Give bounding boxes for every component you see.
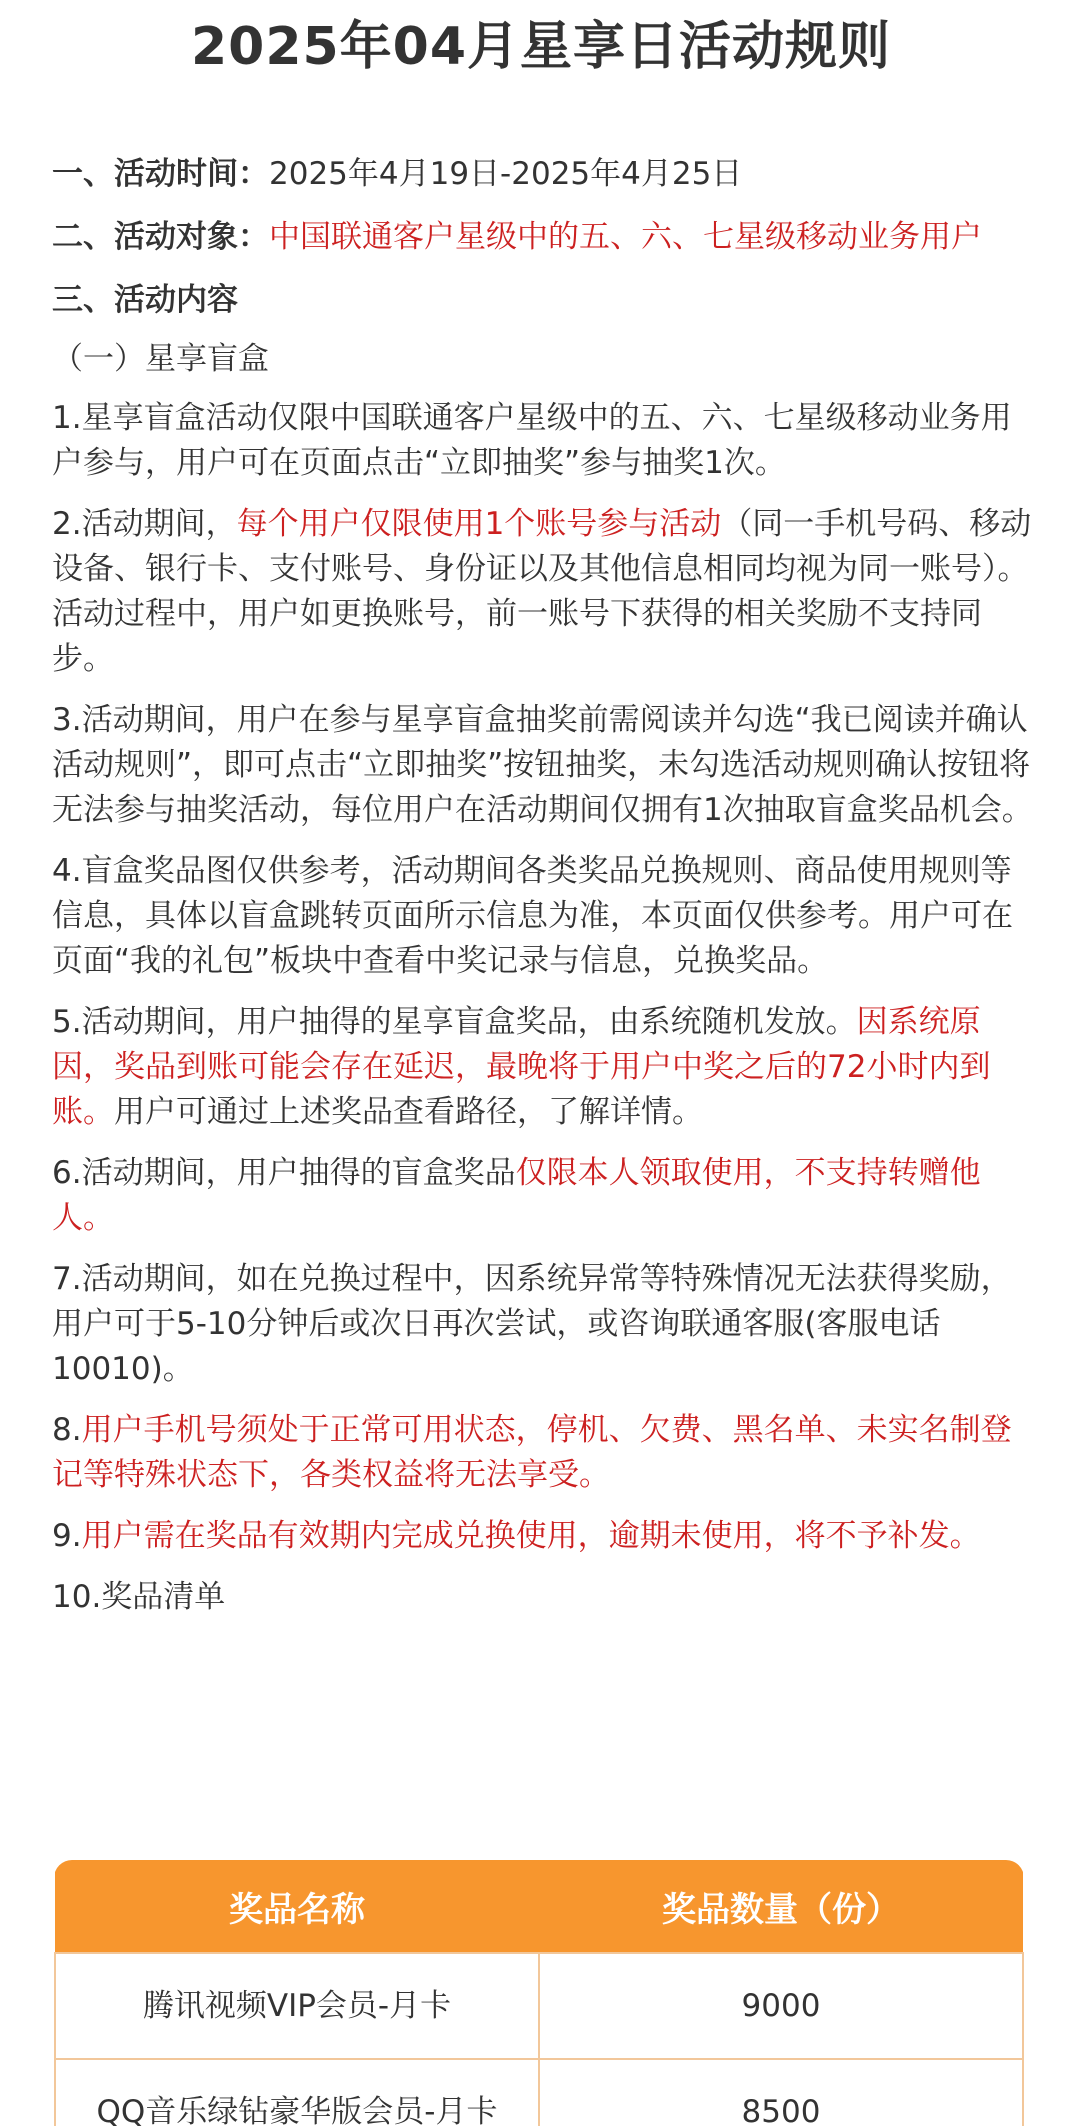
activity-content-heading: 三、活动内容 (52, 282, 238, 318)
activity-time-value: 2025年4月19日-2025年4月25日 (269, 156, 743, 192)
rule-2 (52, 502, 1034, 682)
rule-4: 4.盲盒奖品图仅供参考，活动期间各类奖品兑换规则、商品使用规则等信息，具体以盲盒跳转页面所示信息为准，本页面仅供参考。用户可在页面“我的礼包”板块中查看中奖记录与信息，兑换奖品。 (52, 853, 1013, 979)
rule-2-part-c: （同一手机号码、移动设备、银行卡、支付账号、身份证以及其他信息相同均视为同一账号）。活动过程中，用户如更换账号，前一账号下获得的相关奖励不支持同步。 (52, 506, 1032, 677)
rules-content (52, 152, 1034, 1620)
rule-10: 10.奖品清单 (52, 1579, 226, 1615)
rule-8-highlight: 用户手机号须处于正常可用状态，停机、欠费、黑名单、未实名制登记等特殊状态下，各类权益将无法享受。 (52, 1412, 1012, 1493)
activity-time-label: 一、活动时间： (52, 156, 269, 192)
activity-target-label: 二、活动对象： (52, 219, 269, 255)
rule-1: 1.星享盲盒活动仅限中国联通客户星级中的五、六、七星级移动业务用户参与，用户可在页面点击“立即抽奖”参与抽奖1次。 (52, 400, 1012, 481)
rule-9-number: 9. (52, 1518, 82, 1554)
table-row (55, 2059, 1023, 2126)
activity-time (52, 152, 1034, 197)
prize-count-cell: 8500 (539, 2059, 1023, 2126)
rule-5-part-c: 用户可通过上述奖品查看路径，了解详情。 (114, 1094, 703, 1130)
rule-8 (52, 1408, 1034, 1498)
rule-2-part-a: 2.活动期间， (52, 506, 237, 542)
rule-6-highlight: 仅限本人领取使用，不支持转赠他人。 (52, 1155, 981, 1236)
prize-name-cell: QQ音乐绿钻豪华版会员-月卡 (55, 2059, 539, 2126)
activity-target-value: 中国联通客户星级中的五、六、七星级移动业务用户 (269, 219, 982, 255)
table-row (55, 1953, 1023, 2059)
prize-table (54, 1860, 1024, 2126)
rule-5 (52, 1000, 1034, 1135)
prize-count-cell: 9000 (539, 1953, 1023, 2059)
blind-box-heading: （一）星享盲盒 (52, 341, 269, 377)
rule-5-highlight: 因系统原因，奖品到账可能会存在延迟，最晚将于用户中奖之后的72小时内到账。 (52, 1004, 991, 1130)
rule-2-highlight: 每个用户仅限使用1个账号参与活动 (236, 506, 722, 542)
rule-6-part-a: 6.活动期间，用户抽得的盲盒奖品 (52, 1155, 516, 1191)
rule-3: 3.活动期间，用户在参与星享盲盒抽奖前需阅读并勾选“我已阅读并确认活动规则”，即可点击“立即抽奖”按钮抽奖，未勾选活动规则确认按钮将无法参与抽奖活动，每位用户在活动期间仅拥有1次抽取盲盒奖品机会。 (52, 702, 1033, 828)
activity-target (52, 215, 1034, 260)
rule-9-highlight: 用户需在奖品有效期内完成兑换使用，逾期未使用，将不予补发。 (81, 1518, 981, 1554)
page-title: 2025年04月星享日活动规则 (190, 17, 892, 77)
prize-name-cell: 腾讯视频VIP会员-月卡 (55, 1953, 539, 2059)
prize-table-header (55, 1860, 1023, 1953)
prize-count-header: 奖品数量（份） (539, 1860, 1023, 1953)
rule-9 (52, 1514, 1034, 1559)
rule-5-part-a: 5.活动期间，用户抽得的星享盲盒奖品，由系统随机发放。 (52, 1004, 857, 1040)
rule-7: 7.活动期间，如在兑换过程中，因系统异常等特殊情况无法获得奖励，用户可于5-10分钟后或次日再次尝试，或咨询联通客服(客服电话10010)。 (52, 1261, 1012, 1387)
prize-name-header: 奖品名称 (55, 1860, 539, 1953)
rule-8-number: 8. (52, 1412, 82, 1448)
rule-6 (52, 1151, 1034, 1241)
